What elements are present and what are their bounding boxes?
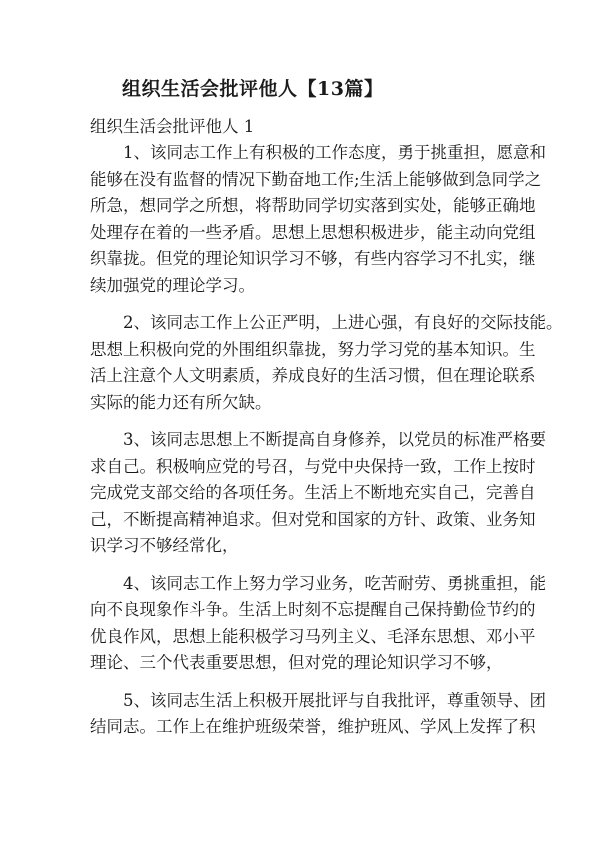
document-body <box>90 140 563 752</box>
paragraph-line: 识学习不够经常化， <box>90 536 239 555</box>
paragraph-line: 5 、 该 同 志 生 活 上 积 极 开 展 批 评 与 自 我 批 评 ， 尊 重 领 导 、 团 <box>123 690 546 710</box>
paragraph-line: 所 急 ， 想 同 学 之 所 想 ， 将 帮 助 同 学 切 实 落 到 实 处 ， 能 够 正 确 地 <box>90 196 536 215</box>
paragraph-line: 能 够 在 没 有 监 督 的 情 况 下 勤 奋 地 工 作 ; 生 活 上 能 够 做 到 急 同 学 之 <box>90 169 542 189</box>
paragraph-line: 织 靠 拢 。 但 党 的 理 论 知 识 学 习 不 够 ， 有 些 内 容 学 习 不 扎 实 ， 继 <box>90 249 536 268</box>
document-title: 组织生活会批评他人【13篇】 <box>122 78 384 100</box>
paragraph-line: 思 想 上 积 极 向 党 的 外 围 组 织 靠 拢 ， 努 力 学 习 党 的 基 本 知 识 。 生 <box>90 339 536 359</box>
section-heading: 组织生活会批评他人 1 <box>90 117 255 136</box>
paragraph-line: 实际的能力还有所欠缺。 <box>90 392 272 412</box>
paragraph <box>90 310 563 416</box>
paragraph <box>90 688 546 741</box>
paragraph-line: 优 良 作 风 ， 思 想 上 能 积 极 学 习 马 列 主 义 、 毛 泽 东 思 想 、 邓 小 平 <box>90 626 536 646</box>
paragraph-line: 求 自 己 。 积 极 响 应 党 的 号 召 ， 与 党 中 央 保 持 一 致 ， 工 作 上 按 时 <box>90 456 536 476</box>
paragraph-line: 结同志。工作上在维护班级荣誉，维护班风、学风上发挥了积 <box>90 717 536 736</box>
paragraph-line: 己 ， 不 断 提 高 精 神 追 求 。 但 对 党 和 国 家 的 方 针 、 政 策 、 业 务 知 <box>90 509 536 529</box>
paragraph-line: 续加强党的理论学习。 <box>90 275 255 295</box>
paragraph-line: 4 、 该 同 志 工 作 上 努 力 学 习 业 务 ， 吃 苦 耐 劳 、 勇 挑 重 担 ， 能 <box>123 573 546 593</box>
paragraph <box>90 140 546 299</box>
paragraph-line: 2 、 该 同 志 工 作 上 公 正 严 明 ， 上 进 心 强 ， 有 良 好 的 交 际 技 能 。 <box>123 313 563 332</box>
paragraph-line: 3 、 该 同 志 思 想 上 不 断 提 高 自 身 修 养 ， 以 党 员 的 标 准 严 格 要 <box>123 430 546 449</box>
paragraph-line: 活 上 注 意 个 人 文 明 素 质 ， 养 成 良 好 的 生 活 习 惯 ， 但 在 理 论 联 系 <box>90 366 536 385</box>
paragraph-line: 向 不 良 现 象 作 斗 争 。 生 活 上 时 刻 不 忘 提 醒 自 己 保 持 勤 俭 节 约 的 <box>90 600 536 619</box>
paragraph-line: 完 成 党 支 部 交 给 的 各 项 任 务 。 生 活 上 不 断 地 充 实 自 己 ， 完 善 自 <box>90 483 536 502</box>
paragraph-line: 处 理 存 在 着 的 一 些 矛 盾 。 思 想 上 思 想 积 极 进 步 ， 能 主 动 向 党 组 <box>90 222 536 242</box>
paragraph <box>90 571 546 677</box>
paragraph-line: 理论、三个代表重要思想，但对党的理论知识学习不够， <box>90 653 503 672</box>
paragraph-line: 1 、 该 同 志 工 作 上 有 积 极 的 工 作 态 度 ， 勇 于 挑 重 担 ， 愿 意 和 <box>123 143 546 162</box>
paragraph <box>90 427 546 560</box>
